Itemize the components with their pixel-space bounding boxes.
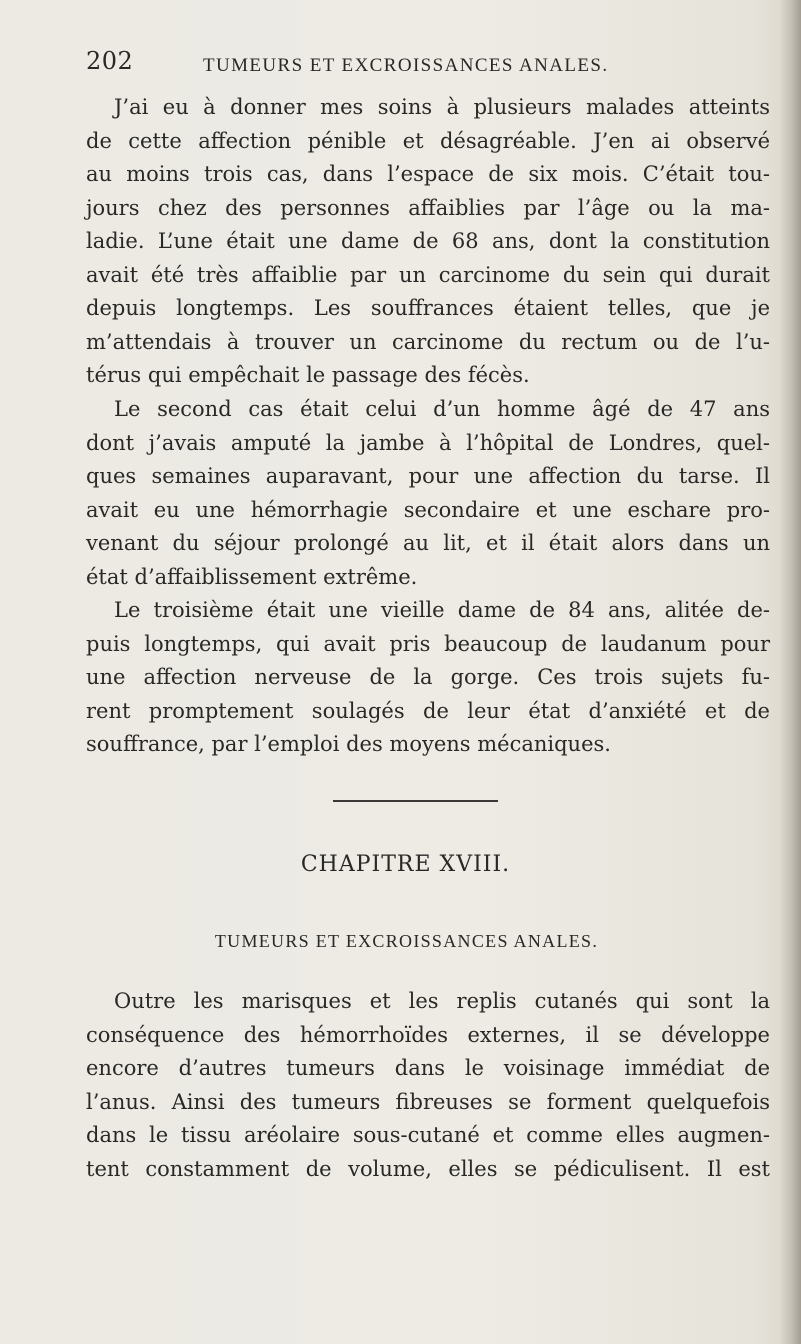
- text-line: au moins trois cas, dans l’espace de six mois. C’était tou-: [86, 162, 770, 186]
- section-divider: [333, 800, 498, 802]
- paragraph-2: [86, 393, 770, 594]
- paragraph-1: [86, 91, 770, 393]
- text-line: rent promptement soulagés de leur état d’anxiété et de: [86, 698, 770, 723]
- text-line: jours chez des personnes affaiblies par l’âge ou la ma-: [86, 195, 770, 220]
- text-line: Le second cas était celui d’un homme âgé de 47 ans: [114, 397, 770, 421]
- page-edge-shadow: [779, 0, 801, 1344]
- running-title: TUMEURS ET EXCROISSANCES ANALES.: [203, 55, 609, 76]
- text-line: ladie. L’une était une dame de 68 ans, dont la constitution: [86, 229, 770, 253]
- text-line: de cette affection pénible et désagréable. J’en ai observé: [86, 128, 770, 153]
- text-line: encore d’autres tumeurs dans le voisinage immédiat de: [86, 1056, 770, 1080]
- paragraph-3: [86, 594, 770, 762]
- text-line: J’ai eu à donner mes soins à plusieurs malades atteints: [114, 95, 770, 119]
- text-line: Outre les marisques et les replis cutanés qui sont la: [114, 989, 770, 1013]
- text-line: dont j’avais amputé la jambe à l’hôpital de Londres, quel-: [86, 430, 770, 455]
- text-line: avait été très affaiblie par un carcinome du sein qui durait: [86, 262, 770, 287]
- text-line: avait eu une hémorrhagie secondaire et une eschare pro-: [86, 497, 770, 522]
- page-header: [86, 47, 766, 81]
- text-line: m’attendais à trouver un carcinome du rectum ou de l’u-: [86, 329, 770, 354]
- text-line: Le troisième était une vieille dame de 84 ans, alitée de-: [114, 598, 770, 622]
- chapter-title: CHAPITRE XVIII.: [300, 852, 511, 877]
- text-line: état d’affaiblissement extrême.: [86, 564, 418, 589]
- text-line: souffrance, par l’emploi des moyens mécaniques.: [86, 732, 611, 756]
- text-line: térus qui empêchait le passage des fécès.: [86, 363, 530, 387]
- chapter-subtitle: TUMEURS ET EXCROISSANCES ANALES.: [214, 931, 599, 951]
- text-line: depuis longtemps. Les souffrances étaient telles, que je: [86, 296, 770, 320]
- page-number: 202: [86, 47, 134, 75]
- text-line: dans le tissu aréolaire sous-cutané et comme elles augmen-: [86, 1123, 770, 1147]
- text-line: puis longtemps, qui avait pris beaucoup de laudanum pour: [86, 631, 770, 656]
- text-line: tent constamment de volume, elles se pédiculisent. Il est: [86, 1156, 770, 1181]
- text-line: ques semaines auparavant, pour une affection du tarse. Il: [86, 464, 770, 488]
- text-line: une affection nerveuse de la gorge. Ces trois sujets fu-: [86, 665, 770, 689]
- text-line: venant du séjour prolongé au lit, et il était alors dans un: [86, 531, 770, 555]
- text-line: conséquence des hémorrhoïdes externes, il se développe: [86, 1022, 770, 1047]
- text-line: l’anus. Ainsi des tumeurs fibreuses se forment quelquefois: [86, 1089, 770, 1114]
- paragraph-4: [86, 985, 770, 1186]
